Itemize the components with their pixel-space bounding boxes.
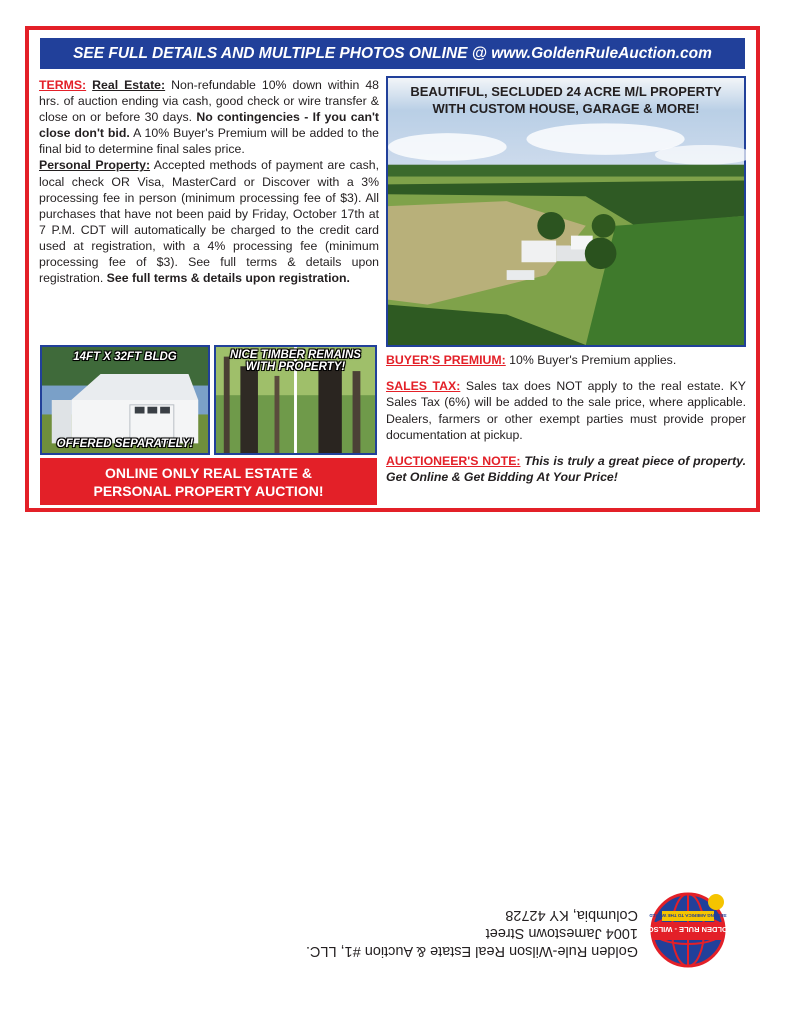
real-estate-text: Non-refundable 10% down within 48 hrs. of auction ending via cash, good check or wire transfer & close on or before 30 days. xyxy=(39,78,379,125)
no-contingencies: No contingencies - If you can't close don't bid. xyxy=(39,110,379,141)
online-auction-box xyxy=(40,458,377,505)
sales-tax-text: Sales tax does NOT apply to the real estate. KY Sales Tax (6%) will be added to the sale price, where applicable. Dealers, farmers or other exempt parties must provide proper documentation at pickup. xyxy=(386,379,746,442)
real-estate-label: Real Estate: xyxy=(92,78,166,92)
sales-tax-section xyxy=(386,378,746,443)
details-column xyxy=(386,352,746,495)
mailing-address xyxy=(306,906,638,960)
aerial-image xyxy=(388,78,744,345)
personal-property-label: Personal Property: xyxy=(39,158,151,173)
terms-column xyxy=(39,77,379,286)
logo-title: GOLDEN RULE - WILSON xyxy=(642,925,734,934)
personal-property-terms xyxy=(39,157,379,286)
website-banner[interactable]: SEE FULL DETAILS AND MULTIPLE PHOTOS ONLINE @ www.GoldenRuleAuction.com xyxy=(40,38,745,69)
buyers-premium-terms: A 10% Buyer's Premium will be added to the final bid to determine final sales price. xyxy=(39,126,379,157)
online-auction-line1: ONLINE ONLY REAL ESTATE & xyxy=(105,464,312,481)
property-aerial-photo xyxy=(386,76,746,347)
ad-frame xyxy=(25,26,760,512)
building-caption-top: 14FT X 32FT BLDG xyxy=(73,351,177,363)
online-auction-line2: PERSONAL PROPERTY AUCTION! xyxy=(93,482,324,499)
return-address-block xyxy=(305,890,734,970)
property-headline-line2: WITH CUSTOM HOUSE, GARAGE & MORE! xyxy=(432,101,700,116)
auctioneers-note-section xyxy=(386,453,746,485)
timber-caption xyxy=(216,349,375,373)
auctioneers-note-text: This is truly a great piece of property. Get Online & Get Bidding At Your Price! xyxy=(386,454,746,485)
street-address: 1004 Jamestown Street xyxy=(485,925,638,941)
golden-rule-wilson-logo xyxy=(642,890,734,970)
building-caption-bottom: OFFERED SEPARATELY! xyxy=(56,438,194,450)
personal-property-text: Accepted methods of payment are cash, local check OR Visa, MasterCard or Discover with a 3% processing fee in person (minimum processing fee of $3). All purchases that have not been paid by Friday, October 17th at 7 P.M. CDT will automatically be charged to the credit card used at registration, with a 4% processing fee (minimum processing fee of $3). See full terms & details upon registration. xyxy=(39,158,379,286)
buyers-premium-label: BUYER'S PREMIUM: xyxy=(386,353,506,367)
terms-label: TERMS: xyxy=(39,78,87,92)
real-estate-terms xyxy=(39,77,379,157)
sales-tax-label: SALES TAX: xyxy=(386,379,461,394)
buyers-premium-section xyxy=(386,352,746,368)
timber-caption-text: NICE TIMBER REMAINS WITH PROPERTY! xyxy=(230,349,361,373)
buyers-premium-text: 10% Buyer's Premium applies. xyxy=(505,353,677,367)
property-headline-line1: BEAUTIFUL, SECLUDED 24 ACRE M/L PROPERTY xyxy=(410,84,722,99)
auctioneers-note-label: AUCTIONEER'S NOTE: xyxy=(386,454,521,469)
building-photo xyxy=(40,345,210,455)
company-name: Golden Rule-Wilson Real Estate & Auction #1, LLC. xyxy=(305,943,638,959)
timber-photo xyxy=(214,345,377,455)
city-state-zip: Columbia, KY 42728 xyxy=(505,907,638,923)
property-headline xyxy=(388,83,744,117)
globe-icon xyxy=(642,890,734,970)
see-full-terms: See full terms & details upon registration. xyxy=(106,271,350,286)
logo-subtitle: SELLING AMERICA TO THE WORLD xyxy=(649,913,727,918)
